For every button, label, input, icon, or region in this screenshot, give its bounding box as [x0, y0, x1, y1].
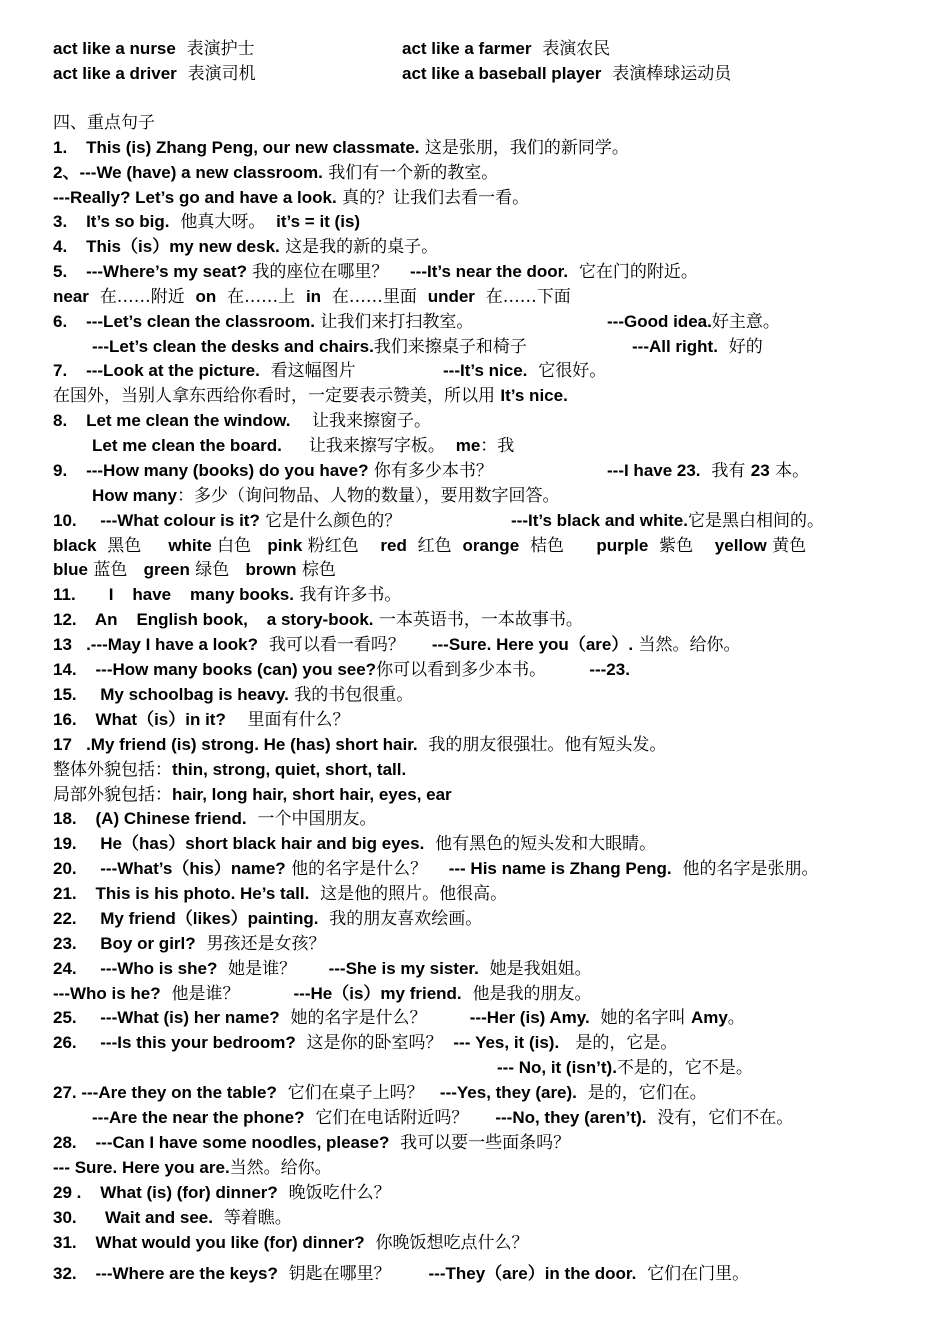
english-text: 28. ---Can I have some noodles, please? [53, 1133, 390, 1152]
english-text: ---I have 23. [607, 461, 701, 480]
english-text: purple [596, 536, 649, 555]
text-line [92, 484, 560, 508]
text-line [53, 583, 401, 607]
english-text: red [380, 536, 407, 555]
chinese-text: 我的书包很重。 [288, 685, 414, 705]
chinese-text: 真的？让我们去看一看。 [336, 188, 530, 208]
chinese-text: 我们来擦桌子和椅子 [373, 337, 527, 357]
chinese-text: 男孩还是女孩？ [195, 934, 326, 954]
english-text: thin, strong, quiet, short, tall. [172, 760, 407, 779]
chinese-text: 在……上 [216, 287, 306, 307]
chinese-text: 白色 [211, 536, 268, 556]
english-text: --- His name is Zhang Peng. [448, 859, 672, 878]
chinese-text: 表演护士 [175, 39, 255, 59]
english-text: 19. He（has）short black hair and big eyes. [53, 834, 425, 853]
chinese-text: 整体外貌包括： [53, 760, 172, 780]
chinese-text: 让我来擦写字板。 [281, 436, 456, 456]
english-text: ---Let’s clean the desks and chairs. [92, 337, 374, 356]
english-text: me [455, 436, 481, 455]
text-line [53, 907, 482, 931]
text-line [53, 1156, 332, 1180]
text-line [53, 384, 568, 408]
text-line [53, 708, 349, 732]
english-text: act like a baseball player [402, 64, 602, 83]
text-line [53, 882, 507, 906]
text-line [53, 932, 325, 956]
chinese-text: 表演棒球运动员 [601, 64, 732, 84]
chinese-text: 她是谁？ [217, 959, 329, 979]
chinese-text: 你有多少本书？ [368, 461, 493, 481]
english-text: 2、---We (have) a new classroom. [53, 163, 323, 182]
text-line [53, 111, 155, 135]
english-text: 11. I have many books. [53, 585, 294, 604]
chinese-text: 绿色 [189, 560, 246, 580]
text-line [53, 1262, 749, 1286]
text-line [92, 1106, 793, 1130]
english-text: act like a driver [53, 64, 177, 83]
chinese-text: 我有 [700, 461, 751, 481]
chinese-text: 好的 [717, 337, 763, 357]
english-text: ---Really? Let’s go and have a look. [53, 188, 337, 207]
text-line [53, 1031, 677, 1055]
english-text: 24. ---Who is she? [53, 959, 218, 978]
english-text: 12. An English book, a story-book. [53, 610, 374, 629]
english-text: in [305, 287, 322, 306]
english-text: --- Yes, it (is). [453, 1033, 560, 1052]
english-text: 3. It’s so big. [53, 212, 170, 231]
text-line [53, 758, 406, 782]
english-text: How many [92, 486, 178, 505]
text-line-column-2 [402, 37, 610, 61]
english-text: ---It’s black and white. [511, 511, 688, 530]
english-text: 23. Boy or girl? [53, 934, 196, 953]
chinese-text: 这是你的卧室吗？ [295, 1033, 454, 1053]
text-line [53, 658, 630, 682]
chinese-text: 等着瞧。 [212, 1208, 292, 1228]
chinese-text: 晚饭吃什么？ [277, 1183, 391, 1203]
chinese-text: 他真大呀。 [169, 212, 277, 232]
text-line [53, 509, 401, 533]
text-line [53, 558, 336, 582]
text-line [53, 608, 583, 632]
chinese-text: 我可以要一些面条吗？ [389, 1133, 571, 1153]
text-line-column-2 [511, 509, 824, 533]
english-text: ---It’s near the door. [410, 262, 569, 281]
chinese-text: ：我 [480, 436, 515, 456]
text-line [53, 957, 592, 981]
chinese-text: 黄色 [766, 536, 807, 556]
english-text: 16. What（is）in it? [53, 710, 226, 729]
chinese-text: 局部外貌包括： [53, 785, 172, 805]
chinese-text: 好主意。 [711, 312, 780, 332]
english-text: ---23. [589, 660, 630, 679]
english-text: ---All right. [632, 337, 718, 356]
english-text: 23 [750, 461, 770, 480]
chinese-text: 里面有什么？ [225, 710, 350, 730]
english-text: ---Her (is) Amy. [469, 1008, 590, 1027]
english-text: 29 . What (is) (for) dinner? [53, 1183, 278, 1202]
text-line [53, 1131, 570, 1155]
chinese-text: 它是黑白相间的。 [687, 511, 824, 531]
chinese-text: 我有许多书。 [293, 585, 402, 605]
text-line-column-2 [607, 459, 809, 483]
text-line [53, 37, 255, 61]
chinese-text: 在……附近 [88, 287, 196, 307]
text-line [53, 210, 360, 234]
english-text: brown [245, 560, 297, 579]
english-text: ---Yes, they (are). [439, 1083, 577, 1102]
chinese-text: 你晚饭想吃点什么？ [364, 1233, 529, 1253]
chinese-text: 让我们来打扫教室。 [315, 312, 474, 332]
chinese-text: 看这幅图片 [259, 361, 356, 381]
chinese-text: 她的名字是什么？ [279, 1008, 470, 1028]
english-text: white [168, 536, 212, 555]
text-line [53, 982, 591, 1006]
english-text: hair, long hair, short hair, eyes, ear [172, 785, 452, 804]
chinese-text: 他的名字是什么？ [285, 859, 449, 879]
chinese-text: 他有黑色的短头发和大眼睛。 [424, 834, 657, 854]
text-line-column-2 [402, 62, 731, 86]
english-text: 17 .My friend (is) strong. He (has) short hair. [53, 735, 418, 754]
english-text: 26. ---Is this your bedroom? [53, 1033, 296, 1052]
english-text: act like a nurse [53, 39, 176, 58]
chinese-text: 是的，它们在。 [576, 1083, 707, 1103]
text-line [497, 1056, 753, 1080]
chinese-text: 我们有一个新的教室。 [322, 163, 499, 183]
english-text: near [53, 287, 89, 306]
english-text: 25. ---What (is) her name? [53, 1008, 280, 1027]
english-text: pink [267, 536, 303, 555]
chinese-text: 本。 [769, 461, 810, 481]
chinese-text: 在……下面 [474, 287, 571, 307]
text-line [53, 1181, 391, 1205]
chinese-text: 粉红色 [302, 536, 381, 556]
english-text: green [143, 560, 190, 579]
text-line [53, 807, 376, 831]
english-text: 32. ---Where are the keys? [53, 1264, 278, 1283]
chinese-text: 她是我姐姐。 [478, 959, 592, 979]
english-text: 27. ---Are they on the table? [53, 1083, 277, 1102]
english-text: 1. This (is) Zhang Peng, our new classmate. [53, 138, 420, 157]
english-text: ---Are the near the phone? [92, 1108, 305, 1127]
chinese-text: 它在门的附近。 [568, 262, 698, 282]
chinese-text: 我的朋友很强壮。他有短头发。 [417, 735, 667, 755]
chinese-text: 没有，它们不在。 [646, 1108, 794, 1128]
text-line [53, 683, 413, 707]
english-text: ---She is my sister. [328, 959, 479, 978]
english-text: ---It’s nice. [443, 361, 528, 380]
english-text: 13 .---May I have a look? [53, 635, 259, 654]
text-line [53, 633, 740, 657]
text-line [53, 1081, 707, 1105]
chinese-text: 它很好。 [527, 361, 607, 381]
chinese-text: ：多少（询问物品、人物的数量），要用数字回答。 [177, 486, 560, 506]
chinese-text: 表演司机 [176, 64, 256, 84]
chinese-text: 你可以看到多少本书。 [376, 660, 590, 680]
chinese-text: 他是我的朋友。 [461, 984, 592, 1004]
text-line [53, 857, 818, 881]
text-line [53, 235, 438, 259]
chinese-text: 让我来擦窗子。 [290, 411, 432, 431]
chinese-text: 她的名字叫 [589, 1008, 691, 1028]
chinese-text: 在国外，当别人拿东西给你看时，一定要表示赞美，所以用 [53, 386, 501, 406]
chinese-text: 表演农民 [531, 39, 611, 59]
chinese-text: 一本英语书，一本故事书。 [373, 610, 583, 630]
english-text: ---He（is）my friend. [293, 984, 462, 1003]
text-line [53, 783, 452, 807]
chinese-text: 这是他的照片。他很高。 [309, 884, 508, 904]
text-line [53, 161, 498, 185]
chinese-text: 当然。给你。 [633, 635, 741, 655]
chinese-text: 钥匙在哪里？ [277, 1264, 429, 1284]
english-text: 9. ---How many (books) do you have? [53, 461, 369, 480]
text-line [92, 335, 527, 359]
english-text: it’s = it (is) [276, 212, 361, 231]
text-line [53, 260, 698, 284]
english-text: ---Sure. Here you（are）. [431, 635, 634, 654]
chinese-text: 棕色 [296, 560, 336, 580]
chinese-text: 这是我的新的桌子。 [279, 237, 439, 257]
english-text: ---Good idea. [607, 312, 712, 331]
text-line [53, 310, 473, 334]
text-line [53, 733, 666, 757]
chinese-text: 桔色 [519, 536, 597, 556]
english-text: 5. ---Where’s my seat? [53, 262, 247, 281]
text-line-column-2 [607, 310, 780, 334]
chinese-text: 我的朋友喜欢绘画。 [318, 909, 483, 929]
english-text: blue [53, 560, 88, 579]
chinese-text: 红色 [406, 536, 463, 556]
chinese-text: 我可以看一看吗？ [258, 635, 432, 655]
english-text: 10. ---What colour is it? [53, 511, 260, 530]
text-line [53, 359, 356, 383]
english-text: 20. ---What’s（his）name? [53, 859, 286, 878]
english-text: act like a farmer [402, 39, 532, 58]
chinese-text: 蓝色 [87, 560, 144, 580]
english-text: 4. This（is）my new desk. [53, 237, 280, 256]
text-line [53, 186, 529, 210]
text-line [53, 1006, 745, 1030]
english-text: 21. This is his photo. He’s tall. [53, 884, 310, 903]
english-text: ---Who is he? [53, 984, 161, 1003]
chinese-text: 我的座位在哪里？ [246, 262, 411, 282]
english-text: black [53, 536, 97, 555]
english-text: 18. (A) Chinese friend. [53, 809, 247, 828]
text-line-column-2 [632, 335, 763, 359]
text-line [53, 1206, 292, 1230]
chinese-text: 不是的，它不是。 [616, 1058, 753, 1078]
chinese-text: 他的名字是张朋。 [671, 859, 819, 879]
text-line [53, 832, 656, 856]
chinese-text: 一个中国朋友。 [246, 809, 377, 829]
text-line [53, 534, 806, 558]
english-text: 7. ---Look at the picture. [53, 361, 260, 380]
english-text: on [195, 287, 217, 306]
english-text: --- Sure. Here you are. [53, 1158, 230, 1177]
text-line [53, 459, 493, 483]
chinese-text: 它们在电话附近吗？ [304, 1108, 496, 1128]
text-line [92, 434, 514, 458]
chinese-text: 在……里面 [321, 287, 428, 307]
chinese-text: 他是谁？ [160, 984, 294, 1004]
english-text: 8. Let me clean the window. [53, 411, 291, 430]
english-text: 22. My friend（likes）painting. [53, 909, 319, 928]
english-text: 31. What would you like (for) dinner? [53, 1233, 365, 1252]
english-text: 30. Wait and see. [53, 1208, 213, 1227]
text-line [53, 285, 571, 309]
english-text: ---No, they (aren’t). [495, 1108, 647, 1127]
chinese-text: 紫色 [648, 536, 715, 556]
chinese-text: 它们在桌子上吗？ [276, 1083, 440, 1103]
text-line [53, 409, 431, 433]
chinese-text: 这是张朋，我们的新同学。 [419, 138, 629, 158]
english-text: under [427, 287, 475, 306]
text-line-column-2 [443, 359, 606, 383]
chinese-text: 四、重点句子 [53, 113, 155, 133]
chinese-text: 。 [727, 1008, 745, 1028]
text-line [53, 1231, 529, 1255]
chinese-text: 当然。给你。 [229, 1158, 332, 1178]
english-text: 14. ---How many books (can) you see? [53, 660, 377, 679]
text-line [53, 62, 256, 86]
english-text: Let me clean the board. [92, 436, 282, 455]
english-text: yellow [714, 536, 767, 555]
english-text: It’s nice. [500, 386, 568, 405]
chinese-text: 它是什么颜色的？ [259, 511, 402, 531]
english-text: 6. ---Let’s clean the classroom. [53, 312, 316, 331]
chinese-text: 是的，它是。 [559, 1033, 678, 1053]
english-text: --- No, it (isn’t). [497, 1058, 617, 1077]
text-line [53, 136, 629, 160]
chinese-text: 它们在门里。 [636, 1264, 750, 1284]
english-text: ---They（are）in the door. [428, 1264, 637, 1283]
english-text: 15. My schoolbag is heavy. [53, 685, 289, 704]
english-text: orange [462, 536, 520, 555]
chinese-text: 黑色 [96, 536, 169, 556]
english-text: Amy [690, 1008, 728, 1027]
